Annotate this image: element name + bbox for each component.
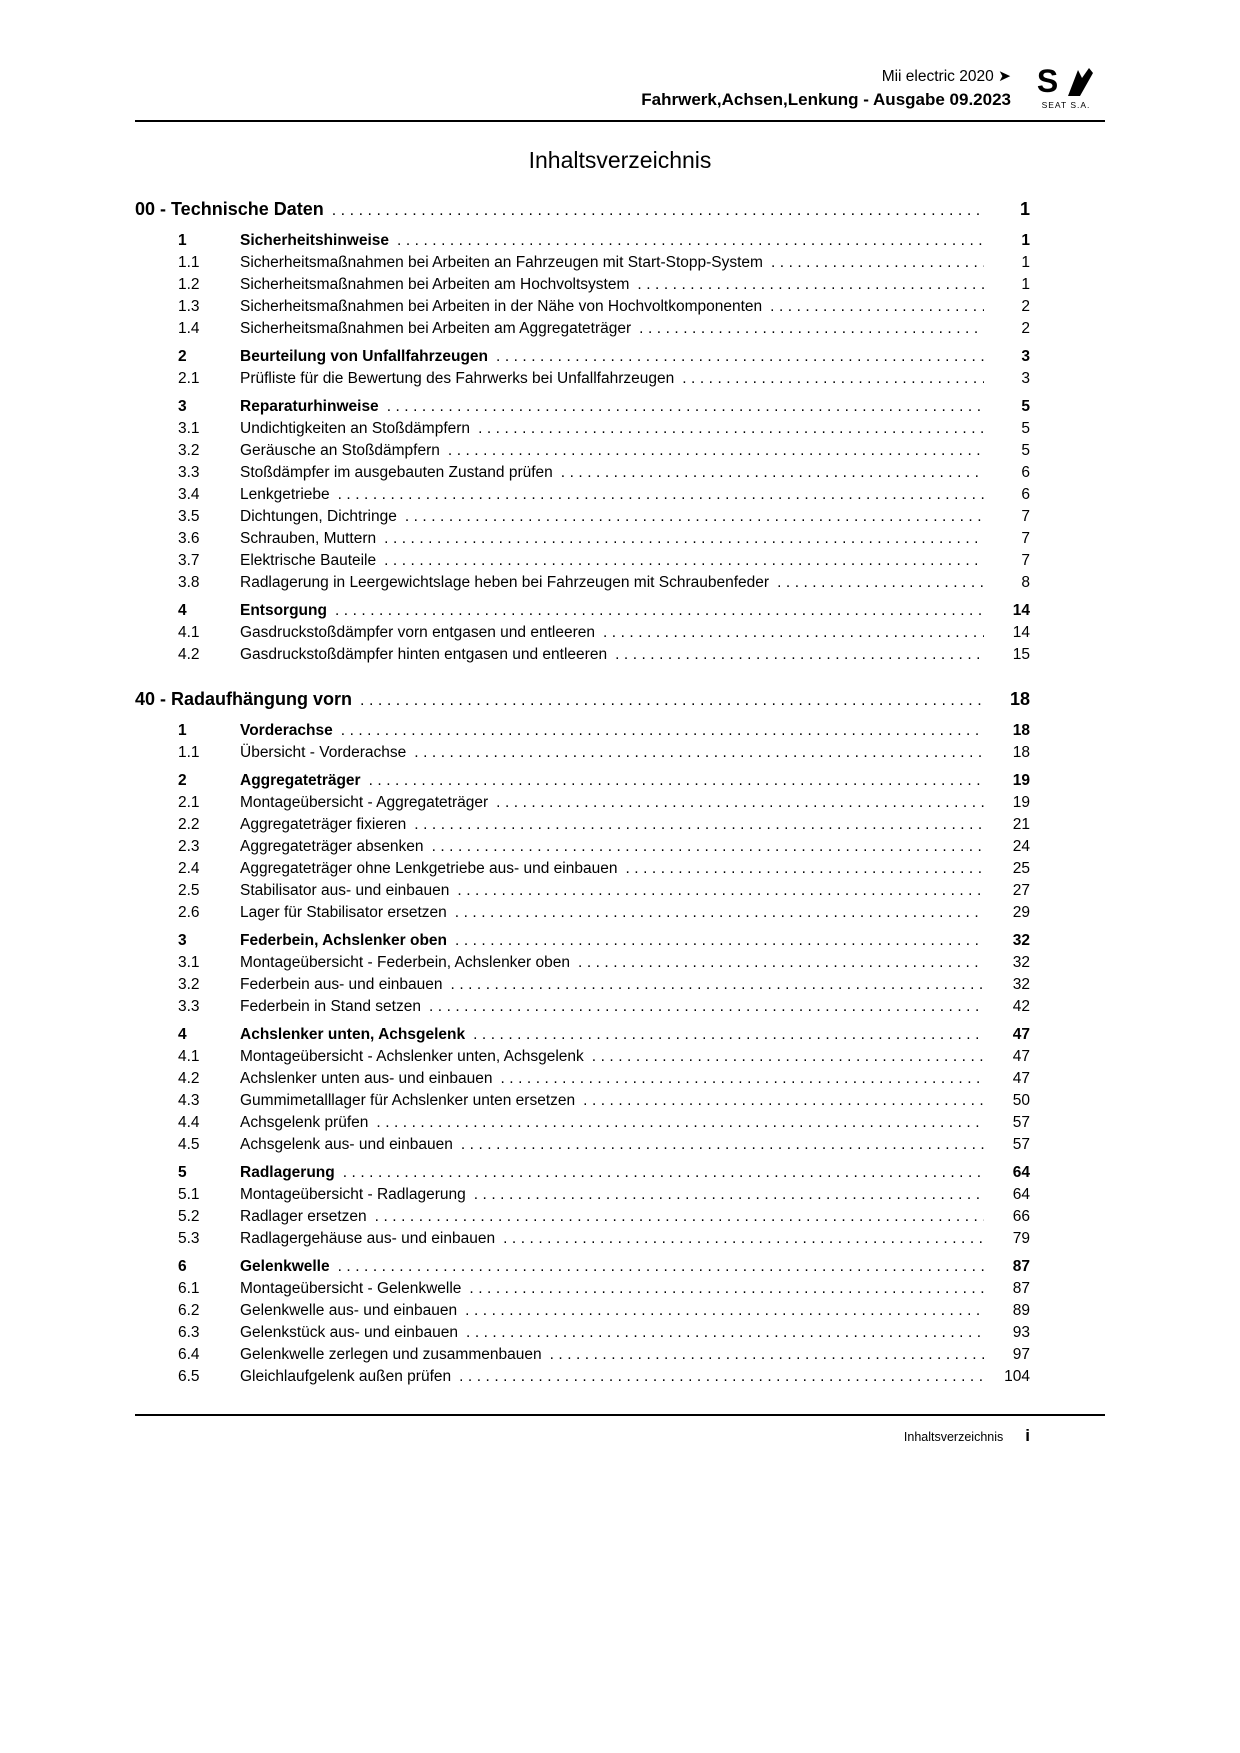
- entry-title: Montageübersicht - Aggregateträger: [240, 794, 489, 811]
- dot-leader: [455, 902, 984, 924]
- entry-number: 3.3: [178, 464, 200, 481]
- dot-leader: [770, 296, 984, 318]
- toc-entry-row: [135, 1184, 1030, 1206]
- entry-number: 3.1: [178, 954, 200, 971]
- entry-page-number: 19: [1012, 794, 1030, 811]
- dot-leader: [465, 1300, 984, 1322]
- dot-leader: [387, 396, 984, 418]
- footer-section-label: Inhaltsverzeichnis: [903, 1430, 1004, 1444]
- toc-entry-row: [135, 1278, 1030, 1300]
- entry-number: 1.1: [178, 744, 200, 761]
- entry-title: Achsgelenk prüfen: [240, 1114, 369, 1131]
- toc-entry-row: [135, 858, 1030, 880]
- entry-number: 1: [178, 722, 187, 739]
- toc-entry-row: [135, 974, 1030, 996]
- toc-entry-row: [135, 1162, 1030, 1184]
- dot-leader: [432, 836, 984, 858]
- entry-page-number: 6: [1021, 486, 1030, 503]
- entry-page-number: 57: [1012, 1136, 1030, 1153]
- toc-entry-row: [135, 1206, 1030, 1228]
- dot-leader: [332, 196, 984, 224]
- entry-title: Sicherheitsmaßnahmen bei Arbeiten in der Nähe von Hochvoltkomponenten: [240, 298, 763, 315]
- toc-entry-row: [135, 418, 1030, 440]
- entry-title: Sicherheitsmaßnahmen bei Arbeiten am Aggregateträger: [240, 320, 632, 337]
- entry-page-number: 5: [1021, 420, 1030, 437]
- dot-leader: [338, 1256, 984, 1278]
- toc-entry-row: [135, 644, 1030, 666]
- entry-page-number: 32: [1012, 976, 1030, 993]
- toc-entry-row: [135, 274, 1030, 296]
- brand-name: SEAT S.A.: [1041, 100, 1091, 110]
- entry-page-number: 93: [1012, 1324, 1030, 1341]
- entry-title: Sicherheitshinweise: [240, 232, 390, 249]
- dot-leader: [429, 996, 984, 1018]
- toc-entry-row: [135, 1134, 1030, 1156]
- entry-title: Schrauben, Muttern: [240, 530, 377, 547]
- entry-page-number: 29: [1012, 904, 1030, 921]
- entry-page-number: 64: [1012, 1186, 1030, 1203]
- entry-page-number: 87: [1012, 1280, 1030, 1297]
- entry-page-number: 18: [1012, 744, 1030, 761]
- entry-number: 2.1: [178, 370, 200, 387]
- entry-number: 4: [178, 602, 187, 619]
- page-header: [135, 60, 1105, 112]
- dot-leader: [639, 318, 984, 340]
- entry-number: 4.5: [178, 1136, 200, 1153]
- toc-entry-row: [135, 836, 1030, 858]
- dot-leader: [550, 1344, 984, 1366]
- toc-entry-row: [135, 742, 1030, 764]
- entry-number: 3.5: [178, 508, 200, 525]
- entry-page-number: 21: [1012, 816, 1030, 833]
- entry-page-number: 2: [1021, 320, 1030, 337]
- dot-leader: [474, 1184, 984, 1206]
- table-of-contents: [135, 196, 1105, 1388]
- entry-number: 2.3: [178, 838, 200, 855]
- dot-leader: [578, 952, 984, 974]
- dot-leader: [637, 274, 984, 296]
- entry-title: Übersicht - Vorderachse: [240, 744, 407, 761]
- entry-page-number: 25: [1012, 860, 1030, 877]
- entry-page-number: 3: [1021, 348, 1030, 365]
- entry-title: Geräusche an Stoßdämpfern: [240, 442, 440, 459]
- entry-title: Prüfliste für die Bewertung des Fahrwerks bei Unfallfahrzeugen: [240, 370, 675, 387]
- dot-leader: [583, 1090, 984, 1112]
- entry-number: 2.1: [178, 794, 200, 811]
- dot-leader: [771, 252, 984, 274]
- brand-logo-glyphs: [1027, 60, 1105, 98]
- toc-entry-row: [135, 230, 1030, 252]
- toc-entry-row: [135, 1300, 1030, 1322]
- entry-page-number: 79: [1012, 1230, 1030, 1247]
- dot-leader: [375, 1206, 984, 1228]
- toc-entry-row: [135, 996, 1030, 1018]
- dot-leader: [496, 792, 984, 814]
- page-footer: [135, 1416, 1105, 1446]
- dot-leader: [592, 1046, 984, 1068]
- seat-emblem-icon: [1065, 66, 1095, 98]
- entry-title: Stabilisator aus- und einbauen: [240, 882, 450, 899]
- page-title: Inhaltsverzeichnis: [528, 147, 712, 173]
- entry-page-number: 1: [1021, 276, 1030, 293]
- entry-title: Beurteilung von Unfallfahrzeugen: [240, 348, 489, 365]
- toc-entry-row: [135, 1112, 1030, 1134]
- entry-number: 5.2: [178, 1208, 200, 1225]
- entry-title: Lenkgetriebe: [240, 486, 330, 503]
- entry-page-number: 32: [1012, 954, 1030, 971]
- entry-page-number: 14: [1012, 602, 1030, 619]
- entry-title: Gelenkwelle: [240, 1258, 330, 1275]
- toc-entry-row: [135, 296, 1030, 318]
- toc-entry-row: [135, 600, 1030, 622]
- entry-number: 6.1: [178, 1280, 200, 1297]
- entry-title: Federbein in Stand setzen: [240, 998, 421, 1015]
- dot-leader: [461, 1134, 984, 1156]
- entry-number: 1.4: [178, 320, 200, 337]
- entry-number: 3.1: [178, 420, 200, 437]
- entry-page-number: 6: [1021, 464, 1030, 481]
- toc-entry-row: [135, 880, 1030, 902]
- entry-page-number: 19: [1012, 772, 1030, 789]
- entry-number: 3: [178, 398, 187, 415]
- entry-number: 4.1: [178, 624, 200, 641]
- dot-leader: [682, 368, 984, 390]
- dot-leader: [451, 974, 984, 996]
- entry-number: 6.4: [178, 1346, 200, 1363]
- dot-leader: [369, 770, 984, 792]
- entry-number: 1.2: [178, 276, 200, 293]
- toc-entry-row: [135, 440, 1030, 462]
- entry-number: 2.6: [178, 904, 200, 921]
- seat-s-logo-icon: S: [1036, 63, 1058, 99]
- entry-title: Radlagergehäuse aus- und einbauen: [240, 1230, 496, 1247]
- entry-page-number: 87: [1012, 1258, 1030, 1275]
- entry-number: 2: [178, 348, 187, 365]
- entry-title: Sicherheitsmaßnahmen bei Arbeiten am Hochvoltsystem: [240, 276, 630, 293]
- entry-number: 4.4: [178, 1114, 200, 1131]
- entry-page-number: 2: [1021, 298, 1030, 315]
- entry-title: Achslenker unten, Achsgelenk: [240, 1026, 466, 1043]
- toc-entry-row: [135, 1024, 1030, 1046]
- entry-number: 5.1: [178, 1186, 200, 1203]
- dot-leader: [384, 528, 984, 550]
- chapter-label: 40 - Radaufhängung vorn: [135, 689, 353, 709]
- chapter-page-number: 1: [1019, 199, 1030, 219]
- toc-entry-row: [135, 792, 1030, 814]
- entry-number: 3: [178, 932, 187, 949]
- entry-page-number: 1: [1021, 232, 1030, 249]
- entry-title: Gummimetalllager für Achslenker unten ersetzen: [240, 1092, 576, 1109]
- toc-chapter-row: [135, 686, 1030, 714]
- entry-title: Gasdruckstoßdämpfer vorn entgasen und entleeren: [240, 624, 595, 641]
- dot-leader: [360, 686, 984, 714]
- dot-leader: [469, 1278, 984, 1300]
- entry-page-number: 32: [1012, 932, 1030, 949]
- entry-page-number: 1: [1021, 254, 1030, 271]
- toc-entry-row: [135, 550, 1030, 572]
- entry-title: Achslenker unten aus- und einbauen: [240, 1070, 493, 1087]
- entry-page-number: 3: [1021, 370, 1030, 387]
- dot-leader: [384, 550, 984, 572]
- entry-title: Montageübersicht - Gelenkwelle: [240, 1280, 462, 1297]
- header-manual-title: Fahrwerk,Achsen,Lenkung - Ausgabe 09.2023: [641, 90, 1011, 109]
- entry-title: Entsorgung: [240, 602, 327, 619]
- entry-title: Radlagerung in Leergewichtslage heben bei Fahrzeugen mit Schraubenfeder: [240, 574, 770, 591]
- toc-entry-row: [135, 1322, 1030, 1344]
- entry-title: Stoßdämpfer im ausgebauten Zustand prüfen: [240, 464, 553, 481]
- entry-number: 4.3: [178, 1092, 200, 1109]
- chapter-page-number: 18: [1009, 689, 1030, 709]
- entry-page-number: 89: [1012, 1302, 1030, 1319]
- entry-number: 3.3: [178, 998, 200, 1015]
- entry-number: 3.7: [178, 552, 200, 569]
- toc-entry-row: [135, 1090, 1030, 1112]
- toc-entry-row: [135, 952, 1030, 974]
- dot-leader: [603, 622, 984, 644]
- toc-entry-row: [135, 1366, 1030, 1388]
- entry-page-number: 66: [1012, 1208, 1030, 1225]
- entry-title: Elektrische Bauteile: [240, 552, 377, 569]
- entry-page-number: 7: [1021, 552, 1030, 569]
- toc-chapter-row: [135, 196, 1030, 224]
- dot-leader: [466, 1322, 984, 1344]
- entry-number: 4.2: [178, 646, 200, 663]
- dot-leader: [405, 506, 984, 528]
- entry-number: 4.1: [178, 1048, 200, 1065]
- entry-number: 3.4: [178, 486, 200, 503]
- dot-leader: [448, 440, 984, 462]
- entry-number: 2.2: [178, 816, 200, 833]
- dot-leader: [457, 880, 984, 902]
- entry-title: Dichtungen, Dichtringe: [240, 508, 397, 525]
- toc-entry-row: [135, 528, 1030, 550]
- toc-entry-row: [135, 506, 1030, 528]
- entry-number: 5.3: [178, 1230, 200, 1247]
- toc-entry-row: [135, 346, 1030, 368]
- entry-title: Achsgelenk aus- und einbauen: [240, 1136, 453, 1153]
- toc-entry-row: [135, 252, 1030, 274]
- entry-page-number: 18: [1012, 722, 1030, 739]
- entry-page-number: 5: [1021, 398, 1030, 415]
- entry-title: Undichtigkeiten an Stoßdämpfern: [240, 420, 471, 437]
- dot-leader: [414, 814, 984, 836]
- entry-title: Aggregateträger: [240, 772, 361, 789]
- dot-leader: [376, 1112, 984, 1134]
- toc-entry-row: [135, 1228, 1030, 1250]
- entry-title: Aggregateträger absenken: [240, 838, 424, 855]
- dot-leader: [496, 346, 984, 368]
- header-divider: [135, 120, 1105, 122]
- entry-page-number: 14: [1012, 624, 1030, 641]
- dot-leader: [455, 930, 984, 952]
- entry-number: 1.1: [178, 254, 200, 271]
- entry-number: 3.6: [178, 530, 200, 547]
- toc-entry-row: [135, 396, 1030, 418]
- entry-title: Aggregateträger fixieren: [240, 816, 407, 833]
- dot-leader: [335, 600, 984, 622]
- dot-leader: [473, 1024, 984, 1046]
- entry-number: 5: [178, 1164, 187, 1181]
- entry-title: Gleichlaufgelenk außen prüfen: [240, 1368, 452, 1385]
- entry-page-number: 7: [1021, 508, 1030, 525]
- entry-number: 2: [178, 772, 187, 789]
- entry-title: Montageübersicht - Federbein, Achslenker oben: [240, 954, 571, 971]
- entry-number: 1.3: [178, 298, 200, 315]
- entry-title: Reparaturhinweise: [240, 398, 379, 415]
- footer-page-number: i: [1025, 1426, 1030, 1445]
- entry-page-number: 97: [1012, 1346, 1030, 1363]
- dot-leader: [459, 1366, 984, 1388]
- brand-logo-block: [1027, 60, 1105, 110]
- dot-leader: [503, 1228, 984, 1250]
- toc-entry-row: [135, 814, 1030, 836]
- dot-leader: [561, 462, 984, 484]
- entry-page-number: 27: [1012, 882, 1030, 899]
- dot-leader: [343, 1162, 984, 1184]
- entry-title: Federbein aus- und einbauen: [240, 976, 443, 993]
- toc-entry-row: [135, 484, 1030, 506]
- entry-title: Lager für Stabilisator ersetzen: [240, 904, 447, 921]
- dot-leader: [414, 742, 984, 764]
- entry-page-number: 50: [1012, 1092, 1030, 1109]
- entry-number: 4.2: [178, 1070, 200, 1087]
- toc-entry-row: [135, 720, 1030, 742]
- toc-entry-row: [135, 902, 1030, 924]
- entry-page-number: 57: [1012, 1114, 1030, 1131]
- entry-page-number: 8: [1021, 574, 1030, 591]
- entry-title: Gelenkstück aus- und einbauen: [240, 1324, 459, 1341]
- dot-leader: [501, 1068, 985, 1090]
- entry-title: Montageübersicht - Achslenker unten, Achsgelenk: [240, 1048, 584, 1065]
- entry-number: 6.5: [178, 1368, 200, 1385]
- entry-number: 6.3: [178, 1324, 200, 1341]
- header-text-block: [641, 60, 1011, 112]
- entry-number: 3.2: [178, 976, 200, 993]
- entry-number: 1: [178, 232, 187, 249]
- dot-leader: [478, 418, 984, 440]
- entry-number: 6.2: [178, 1302, 200, 1319]
- entry-page-number: 47: [1012, 1048, 1030, 1065]
- dot-leader: [777, 572, 984, 594]
- entry-title: Aggregateträger ohne Lenkgetriebe aus- und einbauen: [240, 860, 618, 877]
- header-model-line: Mii electric 2020 ➤: [881, 68, 1011, 85]
- toc-entry-row: [135, 572, 1030, 594]
- toc-entry-row: [135, 622, 1030, 644]
- dot-leader: [341, 720, 984, 742]
- toc-entry-row: [135, 930, 1030, 952]
- entry-number: 2.5: [178, 882, 200, 899]
- entry-title: Gelenkwelle aus- und einbauen: [240, 1302, 458, 1319]
- entry-page-number: 64: [1012, 1164, 1030, 1181]
- entry-number: 6: [178, 1258, 187, 1275]
- toc-entry-row: [135, 368, 1030, 390]
- entry-page-number: 47: [1012, 1026, 1030, 1043]
- entry-title: Gelenkwelle zerlegen und zusammenbauen: [240, 1346, 542, 1363]
- toc-entry-row: [135, 1068, 1030, 1090]
- entry-page-number: 15: [1012, 646, 1030, 663]
- dot-leader: [615, 644, 984, 666]
- entry-title: Radlagerung: [240, 1164, 335, 1181]
- toc-entry-row: [135, 770, 1030, 792]
- entry-page-number: 24: [1012, 838, 1030, 855]
- entry-number: 3.8: [178, 574, 200, 591]
- dot-leader: [397, 230, 984, 252]
- entry-page-number: 7: [1021, 530, 1030, 547]
- entry-number: 3.2: [178, 442, 200, 459]
- entry-page-number: 5: [1021, 442, 1030, 459]
- toc-entry-row: [135, 1046, 1030, 1068]
- toc-entry-row: [135, 1344, 1030, 1366]
- entry-title: Gasdruckstoßdämpfer hinten entgasen und entleeren: [240, 646, 608, 663]
- entry-title: Montageübersicht - Radlagerung: [240, 1186, 466, 1203]
- entry-page-number: 104: [1004, 1368, 1030, 1385]
- dot-leader: [338, 484, 984, 506]
- entry-title: Sicherheitsmaßnahmen bei Arbeiten an Fahrzeugen mit Start-Stopp-System: [240, 254, 763, 271]
- entry-number: 2.4: [178, 860, 200, 877]
- toc-entry-row: [135, 318, 1030, 340]
- entry-page-number: 47: [1012, 1070, 1030, 1087]
- entry-page-number: 42: [1012, 998, 1030, 1015]
- toc-entry-row: [135, 1256, 1030, 1278]
- entry-title: Federbein, Achslenker oben: [240, 932, 448, 949]
- chapter-label: 00 - Technische Daten: [135, 199, 324, 219]
- entry-title: Radlager ersetzen: [240, 1208, 367, 1225]
- entry-title: Vorderachse: [240, 722, 333, 739]
- entry-number: 4: [178, 1026, 187, 1043]
- dot-leader: [625, 858, 984, 880]
- toc-entry-row: [135, 462, 1030, 484]
